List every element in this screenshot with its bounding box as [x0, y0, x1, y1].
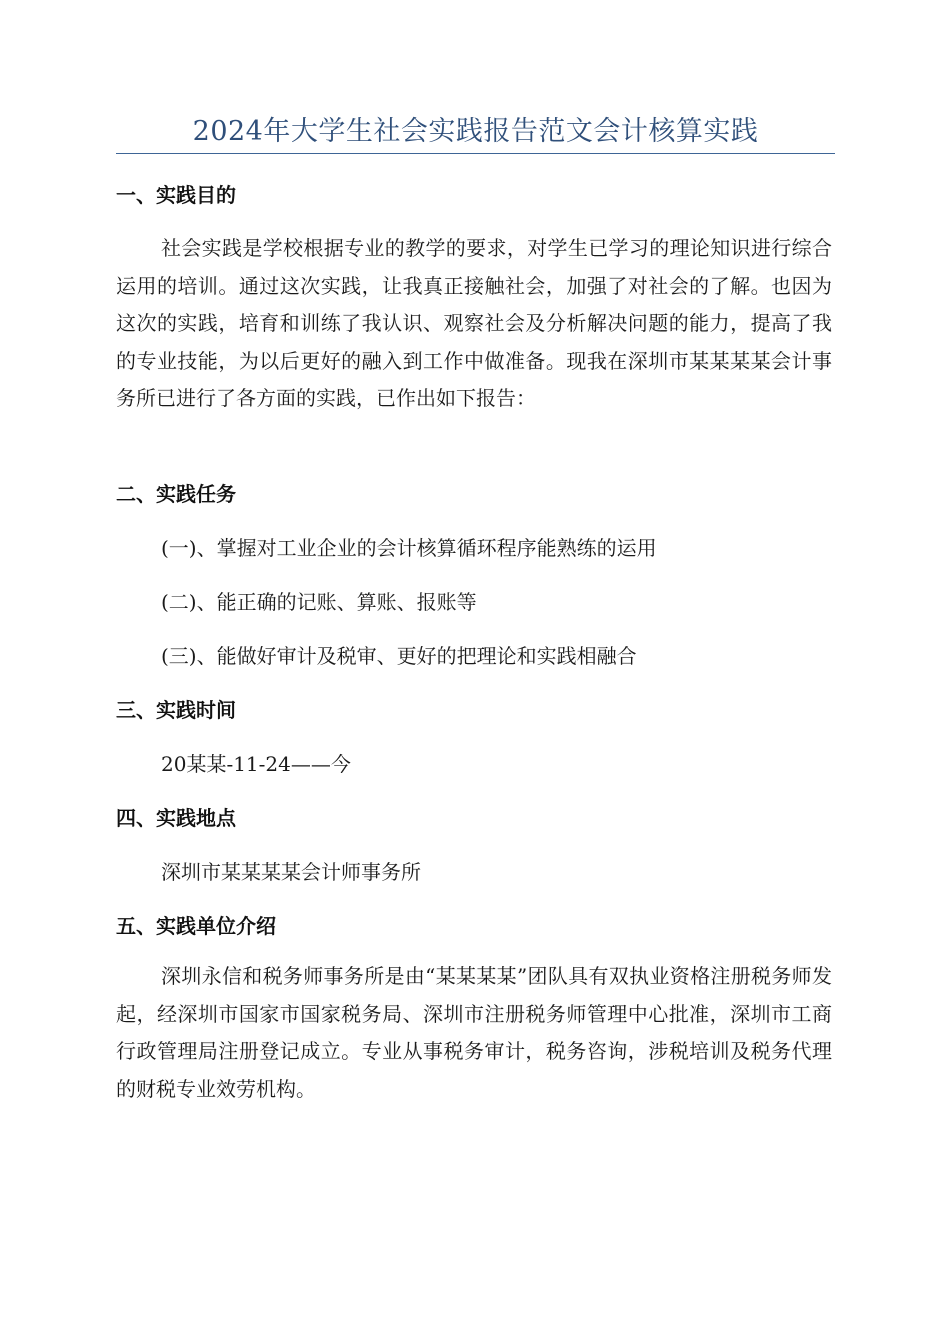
section-paragraph-unit: 深圳永信和税务师事务所是由“某某某某”团队具有双执业资格注册税务师发起，经深圳市国家市国家税务局、深圳市注册税务师管理中心批准，深圳市工商行政管理局注册登记成立。专业从事税务审计，税务咨询，涉税培训及税务代理的财税专业效劳机构。: [116, 964, 832, 1101]
section-paragraph-purpose: 社会实践是学校根据专业的教学的要求，对学生已学习的理论知识进行综合运用的培训。通过这次实践，让我真正接触社会，加强了对社会的了解。也因为这次的实践，培育和训练了我认识、观察社会及分析解决问题的能力，提高了我的专业技能，为以后更好的融入到工作中做准备。现我在深圳市某某某某会计事务所已进行了各方面的实践，已作出如下报告：: [116, 236, 832, 410]
task-item-1: (一)、掌握对工业企业的会计核算循环程序能熟练的运用: [161, 536, 657, 560]
document-title: 2024年大学生社会实践报告范文会计核算实践: [192, 116, 759, 147]
task-item-3: (三)、能做好审计及税审、更好的把理论和实践相融合: [161, 644, 637, 668]
section-heading-unit: 五、实践单位介绍: [116, 914, 276, 938]
practice-time: 20某某-11-24——今: [161, 752, 351, 776]
title-underline: [116, 153, 835, 154]
section-heading-time: 三、实践时间: [116, 698, 236, 722]
section-heading-purpose: 一、实践目的: [116, 183, 236, 207]
practice-location: 深圳市某某某某会计师事务所: [161, 860, 421, 884]
task-item-2: (二)、能正确的记账、算账、报账等: [161, 590, 477, 614]
section-heading-tasks: 二、实践任务: [116, 482, 236, 506]
section-heading-location: 四、实践地点: [116, 806, 236, 830]
